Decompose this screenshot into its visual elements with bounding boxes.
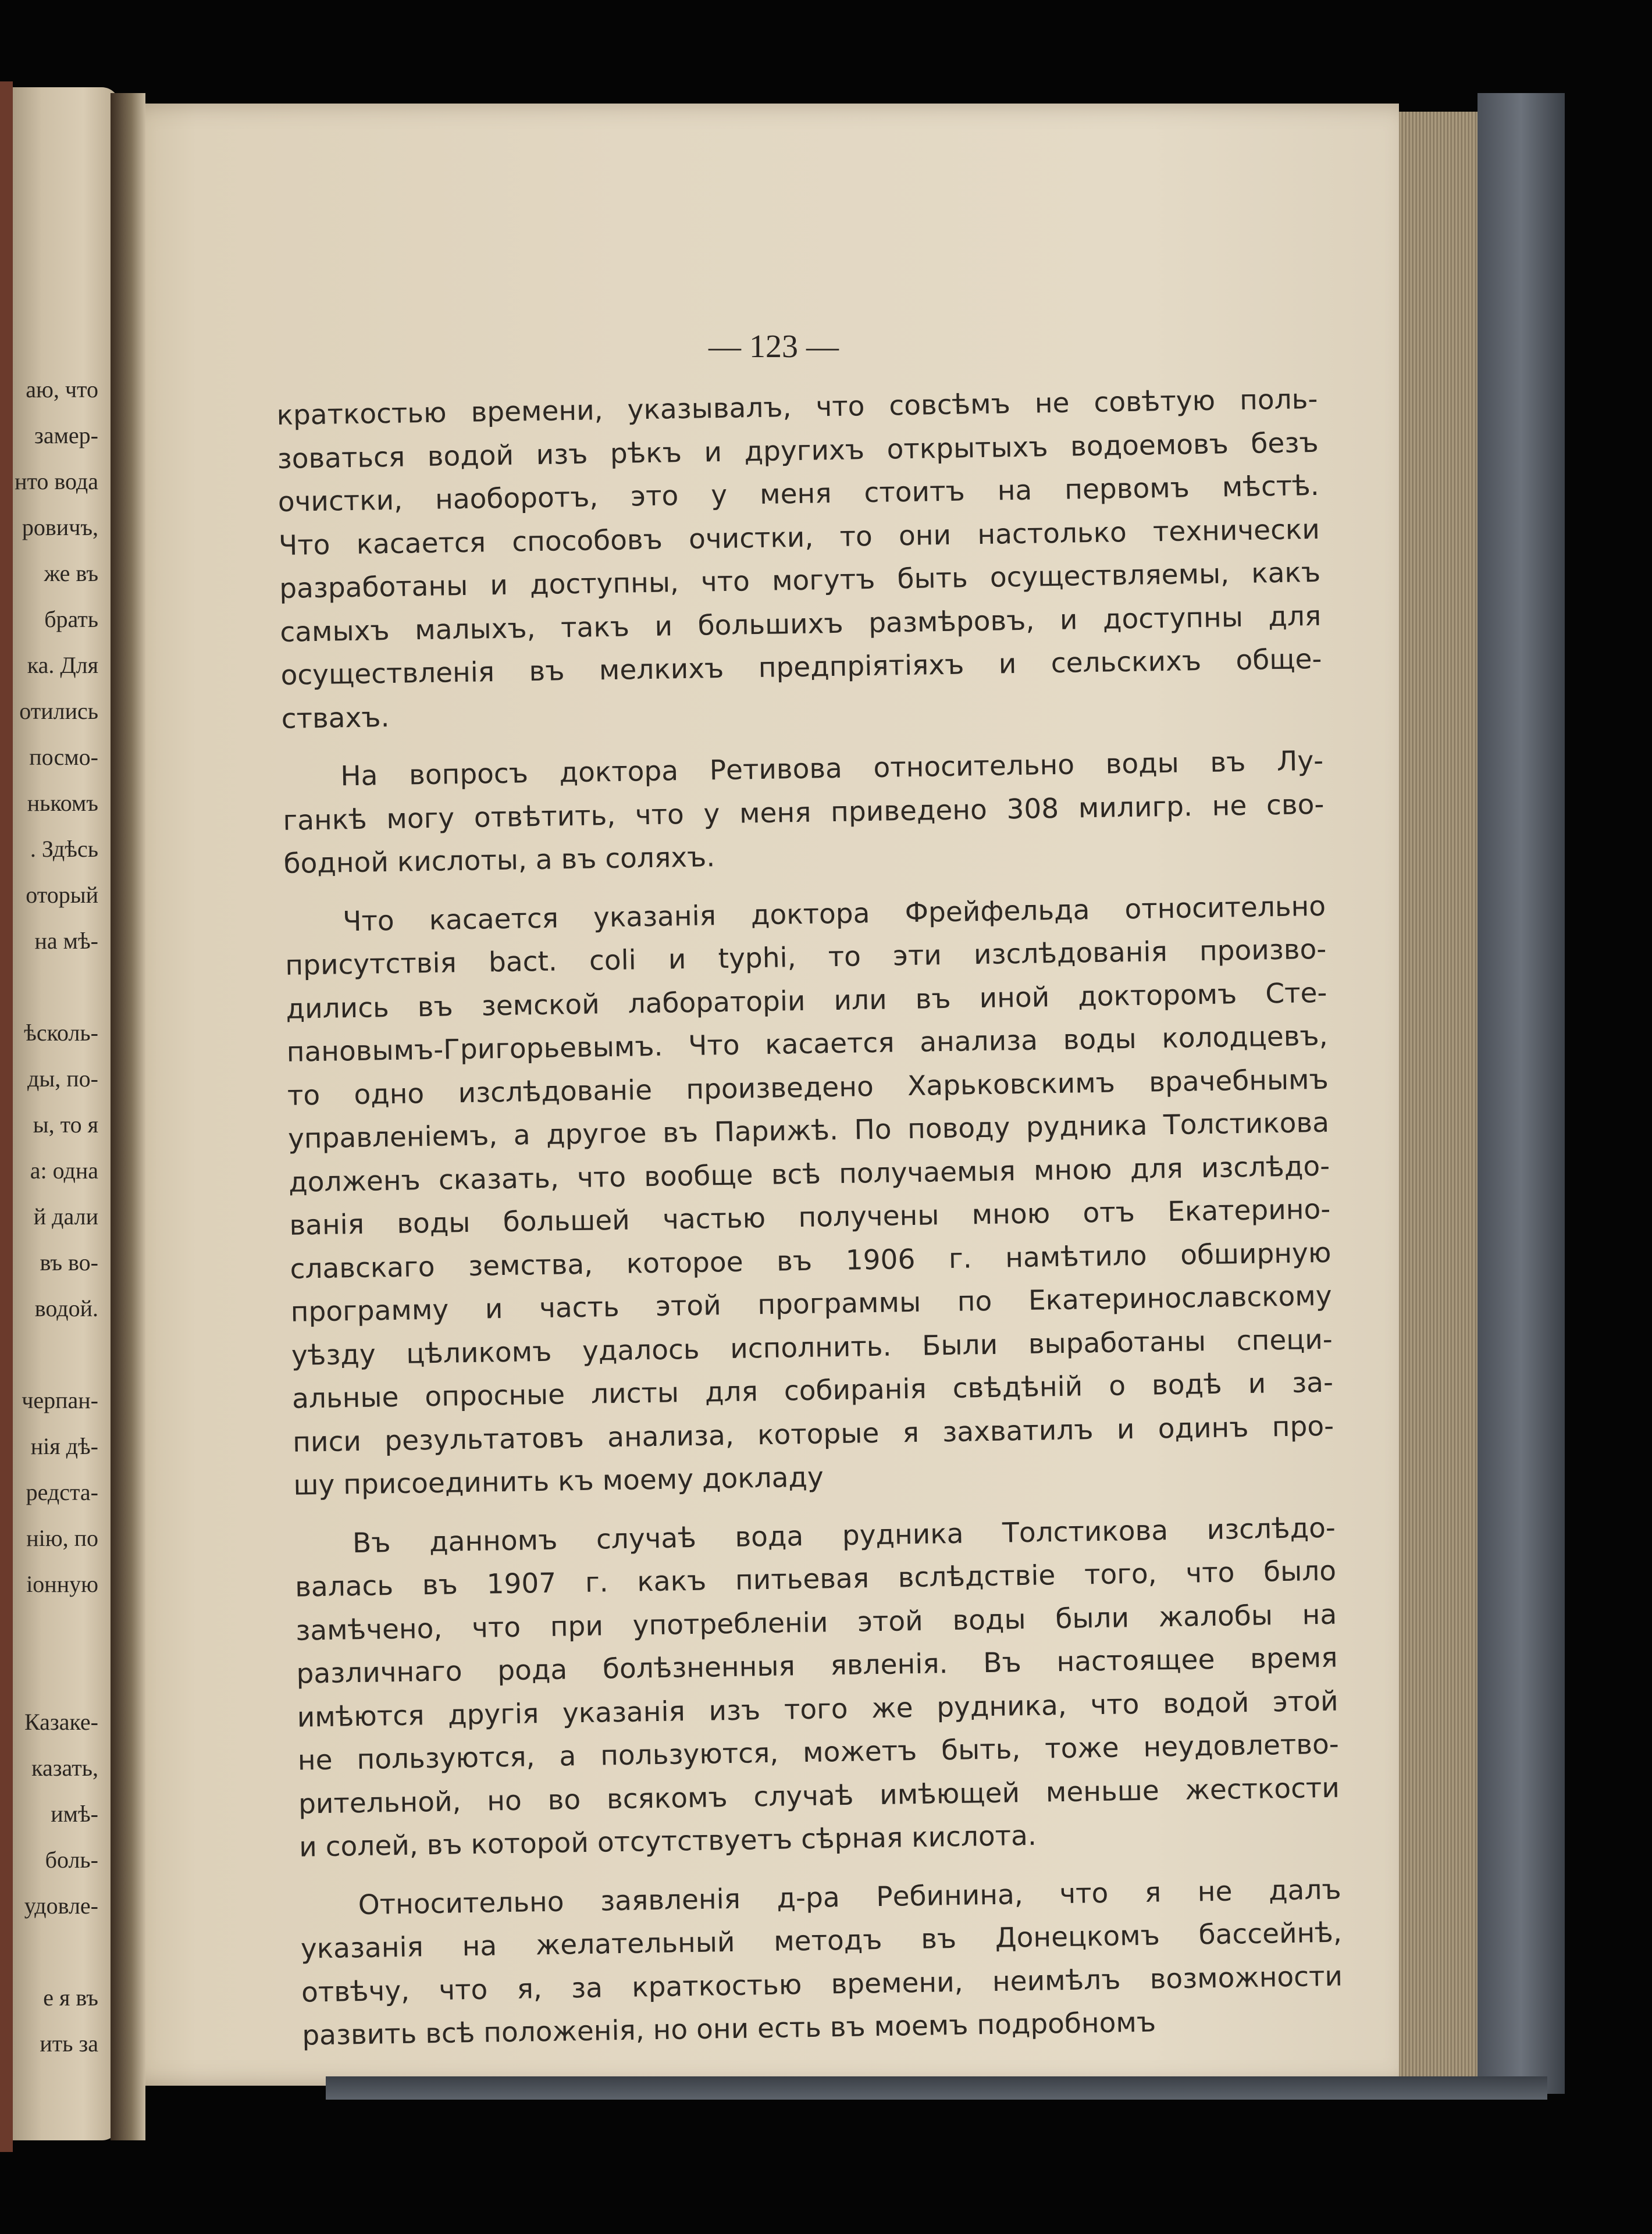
text-line: шу присоединить къ моему докладу xyxy=(293,1461,824,1502)
previous-page-line: ѣсколь- xyxy=(24,1020,98,1046)
text-line: имѣются другія указанія изъ того же рудника, что водой этой xyxy=(297,1685,1338,1734)
text-line: осуществленія въ мелкихъ предпріятіяхъ и сельскихъ обще- xyxy=(280,643,1322,692)
text-line: управленіемъ, а другое въ Парижѣ. По поводу рудника Толстикова xyxy=(287,1106,1330,1155)
text-line: разработаны и доступны, что могутъ быть осуществляемы, какъ xyxy=(279,556,1321,605)
previous-page-line: брать xyxy=(44,606,98,632)
previous-page-line: замер- xyxy=(34,422,98,448)
text-line: указанія на желательный методъ въ Донецкомъ бассейнѣ, xyxy=(300,1916,1343,1965)
previous-page-line xyxy=(0,1607,119,1653)
previous-page-line: й дали xyxy=(33,1203,98,1230)
paragraph xyxy=(284,885,1335,1508)
book-cover-edge xyxy=(1477,93,1565,2094)
previous-page-line: іонную xyxy=(26,1571,98,1597)
page-body-text xyxy=(276,378,1344,2058)
text-line: зоваться водой изъ рѣкъ и другихъ открытыхъ водоемовъ безъ xyxy=(277,426,1319,475)
previous-page-line: оторый xyxy=(26,882,98,908)
previous-page-line: въ во- xyxy=(40,1249,98,1275)
previous-page-line: имѣ- xyxy=(51,1801,98,1827)
previous-page-line: е я въ xyxy=(43,1984,98,2011)
text-line: различнаго рода болѣзненныя явленія. Въ настоящее время xyxy=(296,1641,1338,1690)
text-line: На вопросъ доктора Ретивова относительно воды въ Лу- xyxy=(340,744,1324,793)
current-page xyxy=(119,104,1399,2086)
previous-page-line: на мѣ- xyxy=(34,928,98,954)
previous-page-line: черпан- xyxy=(22,1387,98,1413)
paragraph xyxy=(300,1868,1343,2058)
previous-page-line: редста- xyxy=(26,1479,98,1505)
text-line: Что касается способовъ очистки, то они настолько технически xyxy=(278,513,1320,562)
text-line: славскаго земства, которое въ 1906 г. намѣтило обширную xyxy=(290,1237,1331,1285)
text-line: писи результатовъ анализа, которые я захватилъ и одинъ про- xyxy=(292,1410,1334,1459)
book-spine-shadow xyxy=(111,93,145,2140)
text-line: альные опросные листы для собиранія свѣдѣній о водѣ и за- xyxy=(291,1366,1334,1415)
previous-page-text xyxy=(0,366,119,2066)
page-edges xyxy=(1399,112,1486,2078)
text-line: не пользуются, а пользуются, можетъ быть, тоже неудовлетво- xyxy=(297,1728,1340,1777)
paragraph xyxy=(276,378,1323,741)
previous-page-line xyxy=(0,1929,119,1975)
previous-page-line: ды, по- xyxy=(27,1066,98,1092)
previous-page-line: казать, xyxy=(31,1755,98,1781)
text-line: ванія воды большей частью получены мною отъ Екатерино- xyxy=(289,1193,1331,1242)
binding-cloth xyxy=(0,81,13,2152)
text-line: Что касается указанія доктора Фрейфельда относительно xyxy=(342,890,1326,938)
text-line: программу и часть этой программы по Екатеринославскому xyxy=(290,1280,1333,1328)
previous-page-line: нто вода xyxy=(15,468,98,494)
text-line: ганкѣ могу отвѣтить, что у меня приведено 308 милигр. не сво- xyxy=(283,788,1325,837)
previous-page-line: боль- xyxy=(45,1847,98,1873)
previous-page-line: нія дѣ- xyxy=(30,1433,98,1459)
text-line: уѣзду цѣликомъ удалось исполнить. Были выработаны специ- xyxy=(291,1323,1333,1372)
text-line: развить всѣ положенія, но они есть въ моемъ подробномъ xyxy=(301,2006,1156,2052)
previous-page-line: удовле- xyxy=(24,1893,98,1919)
book-bottom-edge xyxy=(326,2076,1547,2100)
previous-page-line: ка. Для xyxy=(27,652,98,678)
text-line: валась въ 1907 г. какъ питьевая вслѣдствіе того, что было xyxy=(294,1555,1337,1604)
text-line: и солей, въ которой отсутствуетъ сѣрная кислота. xyxy=(298,1819,1037,1864)
previous-page-line: водой. xyxy=(34,1295,98,1321)
previous-page-line: ить за xyxy=(40,2030,98,2057)
previous-page-line xyxy=(0,964,119,1010)
previous-page-line: Казаке- xyxy=(24,1709,98,1735)
text-line: отвѣчу, что я, за краткостью времени, неимѣлъ возможности xyxy=(301,1960,1343,2009)
text-line: то одно изслѣдованіе произведено Харьковскимъ врачебнымъ xyxy=(287,1063,1329,1112)
text-line: ствахъ. xyxy=(281,701,390,735)
text-line: присутствія bact. coli и typhi, то эти изслѣдованія произво- xyxy=(285,933,1327,982)
text-line: бодной кислоты, а въ соляхъ. xyxy=(283,841,715,880)
previous-page-fragment xyxy=(0,87,119,2140)
previous-page-line: отились xyxy=(19,698,98,724)
text-line: дились въ земской лабораторіи или въ иной докторомъ Сте- xyxy=(286,977,1327,1025)
text-line: Въ данномъ случаѣ вода рудника Толстикова изслѣдо- xyxy=(352,1512,1336,1559)
text-line: Относительно заявленія д-ра Ребинина, что я не далъ xyxy=(358,1873,1342,1921)
paragraph xyxy=(282,740,1325,886)
previous-page-line: посмо- xyxy=(29,744,98,770)
text-line: очистки, наоборотъ, это у меня стоитъ на первомъ мѣстѣ. xyxy=(277,469,1320,518)
previous-page-line: аю, что xyxy=(26,376,98,402)
previous-page-line: нькомъ xyxy=(27,790,98,816)
previous-page-line xyxy=(0,1653,119,1699)
paragraph xyxy=(294,1506,1340,1869)
previous-page-line: же въ xyxy=(44,560,98,586)
previous-page-line: нію, по xyxy=(26,1525,98,1551)
previous-page-line: . Здѣсь xyxy=(30,836,98,862)
previous-page-line: а: одна xyxy=(30,1157,98,1184)
page-number: — 123 — xyxy=(708,329,839,365)
text-line: краткостью времени, указывалъ, что совсѣмъ не совѣтую поль- xyxy=(276,383,1318,432)
text-line: долженъ сказать, что вообще всѣ получаемыя мною для изслѣдо- xyxy=(288,1150,1330,1199)
text-line: замѣчено, что при употребленіи этой воды были жалобы на xyxy=(295,1598,1337,1647)
previous-page-line: ровичъ, xyxy=(22,514,98,540)
previous-page-line xyxy=(0,1331,119,1377)
text-line: рительной, но во всякомъ случаѣ имѣющей меньше жесткости xyxy=(298,1772,1340,1820)
text-line: самыхъ малыхъ, такъ и большихъ размѣровъ, и доступны для xyxy=(279,600,1322,649)
previous-page-line: ы, то я xyxy=(33,1111,98,1138)
text-line: пановымъ-Григорьевымъ. Что касается анализа воды колодцевъ, xyxy=(286,1020,1328,1068)
